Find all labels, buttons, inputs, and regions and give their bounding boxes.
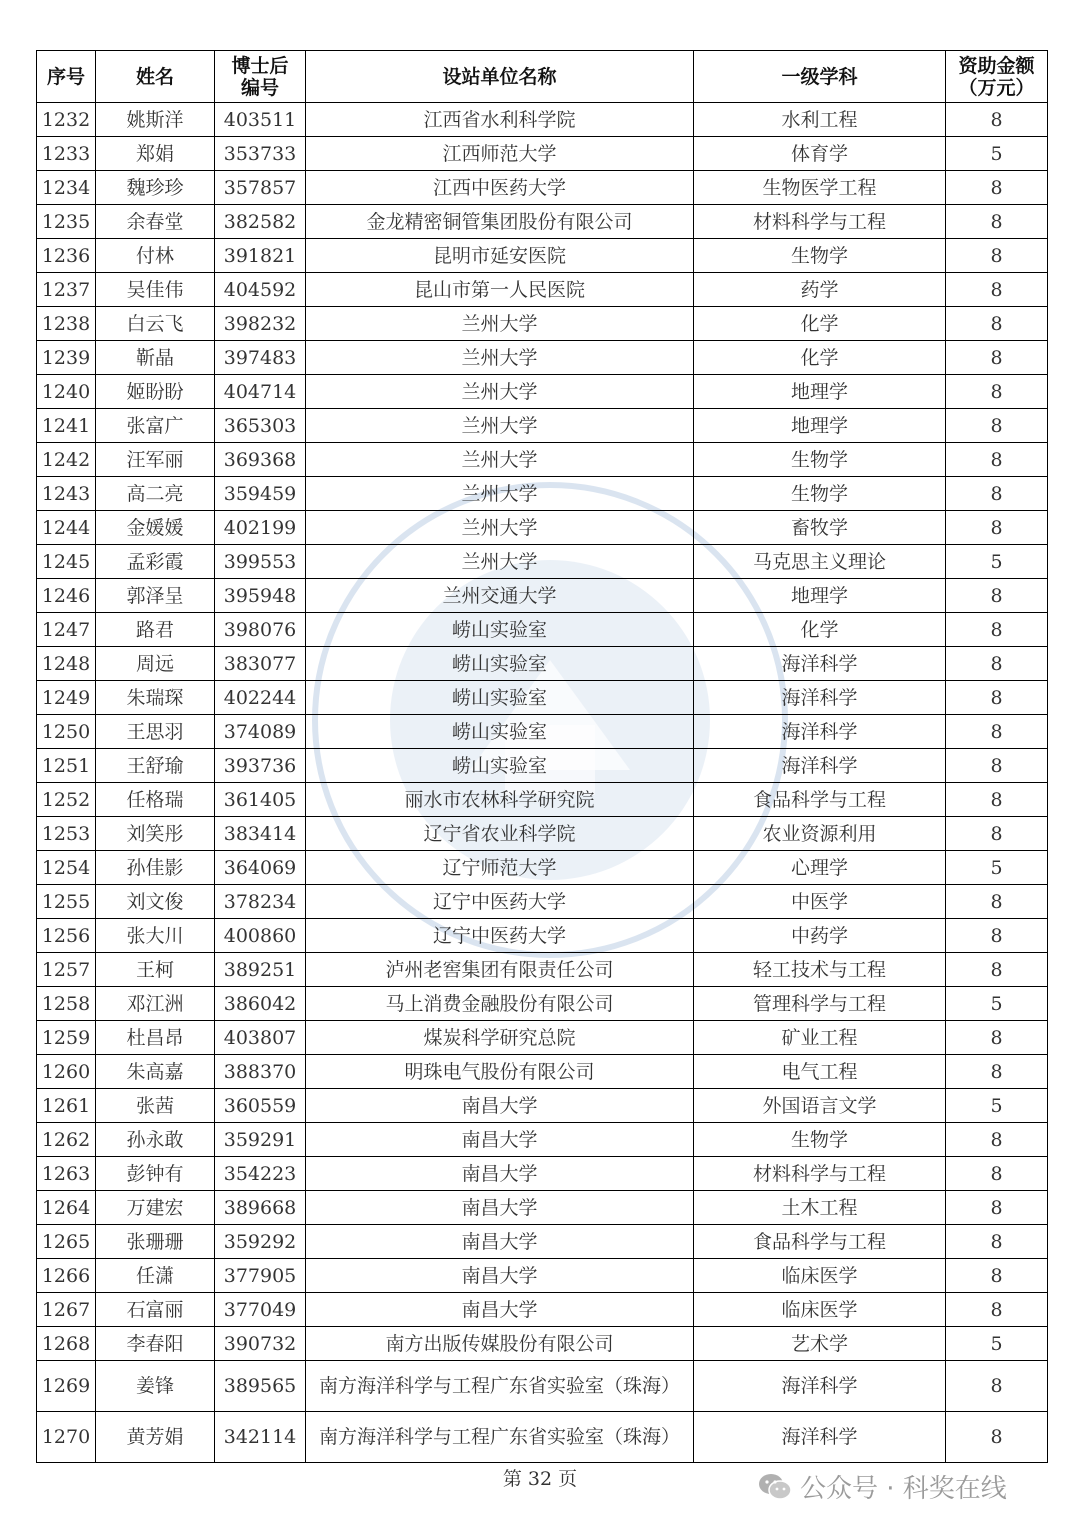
cell-name: 王舒瑜 xyxy=(96,749,215,783)
cell-funding: 8 xyxy=(946,103,1048,137)
cell-postdoc-id: 364069 xyxy=(215,851,306,885)
cell-postdoc-id: 374089 xyxy=(215,715,306,749)
cell-funding: 8 xyxy=(946,273,1048,307)
cell-serial: 1242 xyxy=(37,443,96,477)
cell-institution: 辽宁中医药大学 xyxy=(306,885,694,919)
cell-institution: 兰州大学 xyxy=(306,477,694,511)
table-row xyxy=(37,647,1048,681)
cell-name: 金媛媛 xyxy=(96,511,215,545)
cell-name: 刘文俊 xyxy=(96,885,215,919)
cell-discipline: 材料科学与工程 xyxy=(694,205,946,239)
cell-serial: 1263 xyxy=(37,1157,96,1191)
cell-serial: 1235 xyxy=(37,205,96,239)
cell-discipline: 化学 xyxy=(694,307,946,341)
cell-serial: 1268 xyxy=(37,1327,96,1361)
cell-funding: 8 xyxy=(946,375,1048,409)
cell-discipline: 材料科学与工程 xyxy=(694,1157,946,1191)
cell-funding: 8 xyxy=(946,511,1048,545)
header-institution: 设站单位名称 xyxy=(306,51,694,103)
cell-postdoc-id: 402244 xyxy=(215,681,306,715)
cell-funding: 8 xyxy=(946,1123,1048,1157)
cell-serial: 1253 xyxy=(37,817,96,851)
cell-institution: 南方海洋科学与工程广东省实验室（珠海） xyxy=(306,1361,694,1412)
cell-discipline: 心理学 xyxy=(694,851,946,885)
cell-discipline: 生物医学工程 xyxy=(694,171,946,205)
cell-institution: 辽宁中医药大学 xyxy=(306,919,694,953)
cell-discipline: 海洋科学 xyxy=(694,1361,946,1412)
table-row xyxy=(37,749,1048,783)
cell-institution: 南昌大学 xyxy=(306,1293,694,1327)
postdoc-funding-table xyxy=(36,50,1048,1463)
cell-discipline: 地理学 xyxy=(694,375,946,409)
table-row xyxy=(37,579,1048,613)
table-row xyxy=(37,1259,1048,1293)
cell-name: 姬盼盼 xyxy=(96,375,215,409)
cell-discipline: 中医学 xyxy=(694,885,946,919)
cell-institution: 兰州大学 xyxy=(306,511,694,545)
table-row xyxy=(37,443,1048,477)
table-row xyxy=(37,1055,1048,1089)
cell-name: 任潇 xyxy=(96,1259,215,1293)
cell-postdoc-id: 377049 xyxy=(215,1293,306,1327)
cell-postdoc-id: 399553 xyxy=(215,545,306,579)
header-serial: 序号 xyxy=(37,51,96,103)
cell-serial: 1270 xyxy=(37,1412,96,1463)
cell-institution: 南昌大学 xyxy=(306,1157,694,1191)
cell-discipline: 轻工技术与工程 xyxy=(694,953,946,987)
cell-institution: 南昌大学 xyxy=(306,1225,694,1259)
cell-institution: 兰州大学 xyxy=(306,307,694,341)
cell-serial: 1258 xyxy=(37,987,96,1021)
table-row xyxy=(37,205,1048,239)
cell-name: 石富丽 xyxy=(96,1293,215,1327)
cell-discipline: 海洋科学 xyxy=(694,749,946,783)
cell-institution: 马上消费金融股份有限公司 xyxy=(306,987,694,1021)
cell-funding: 8 xyxy=(946,307,1048,341)
cell-serial: 1240 xyxy=(37,375,96,409)
table-row xyxy=(37,1361,1048,1412)
cell-discipline: 马克思主义理论 xyxy=(694,545,946,579)
table-row xyxy=(37,1089,1048,1123)
cell-institution: 南方海洋科学与工程广东省实验室（珠海） xyxy=(306,1412,694,1463)
cell-serial: 1238 xyxy=(37,307,96,341)
cell-serial: 1254 xyxy=(37,851,96,885)
cell-funding: 8 xyxy=(946,681,1048,715)
cell-funding: 8 xyxy=(946,953,1048,987)
cell-postdoc-id: 357857 xyxy=(215,171,306,205)
cell-serial: 1233 xyxy=(37,137,96,171)
cell-postdoc-id: 383414 xyxy=(215,817,306,851)
cell-discipline: 临床医学 xyxy=(694,1259,946,1293)
cell-name: 王思羽 xyxy=(96,715,215,749)
table-row xyxy=(37,681,1048,715)
cell-institution: 南方出版传媒股份有限公司 xyxy=(306,1327,694,1361)
cell-serial: 1246 xyxy=(37,579,96,613)
cell-discipline: 生物学 xyxy=(694,477,946,511)
cell-funding: 8 xyxy=(946,715,1048,749)
table-row xyxy=(37,1157,1048,1191)
cell-name: 朱高嘉 xyxy=(96,1055,215,1089)
cell-postdoc-id: 377905 xyxy=(215,1259,306,1293)
cell-postdoc-id: 369368 xyxy=(215,443,306,477)
cell-serial: 1261 xyxy=(37,1089,96,1123)
cell-serial: 1237 xyxy=(37,273,96,307)
cell-name: 邓江洲 xyxy=(96,987,215,1021)
cell-name: 靳晶 xyxy=(96,341,215,375)
cell-institution: 兰州大学 xyxy=(306,443,694,477)
cell-postdoc-id: 359291 xyxy=(215,1123,306,1157)
cell-discipline: 体育学 xyxy=(694,137,946,171)
table-row xyxy=(37,375,1048,409)
table-row xyxy=(37,1191,1048,1225)
cell-postdoc-id: 359459 xyxy=(215,477,306,511)
cell-institution: 南昌大学 xyxy=(306,1259,694,1293)
cell-institution: 煤炭科学研究总院 xyxy=(306,1021,694,1055)
cell-name: 孟彩霞 xyxy=(96,545,215,579)
cell-discipline: 电气工程 xyxy=(694,1055,946,1089)
cell-funding: 8 xyxy=(946,205,1048,239)
cell-funding: 8 xyxy=(946,1293,1048,1327)
cell-funding: 5 xyxy=(946,137,1048,171)
cell-discipline: 海洋科学 xyxy=(694,1412,946,1463)
cell-name: 付林 xyxy=(96,239,215,273)
cell-funding: 8 xyxy=(946,1157,1048,1191)
cell-postdoc-id: 353733 xyxy=(215,137,306,171)
cell-name: 高二亮 xyxy=(96,477,215,511)
cell-name: 吴佳伟 xyxy=(96,273,215,307)
cell-serial: 1248 xyxy=(37,647,96,681)
cell-serial: 1234 xyxy=(37,171,96,205)
cell-serial: 1256 xyxy=(37,919,96,953)
cell-serial: 1252 xyxy=(37,783,96,817)
cell-name: 孙佳影 xyxy=(96,851,215,885)
cell-serial: 1267 xyxy=(37,1293,96,1327)
cell-serial: 1257 xyxy=(37,953,96,987)
cell-institution: 南昌大学 xyxy=(306,1123,694,1157)
cell-name: 白云飞 xyxy=(96,307,215,341)
table-row xyxy=(37,341,1048,375)
cell-funding: 8 xyxy=(946,1021,1048,1055)
cell-funding: 8 xyxy=(946,171,1048,205)
cell-postdoc-id: 354223 xyxy=(215,1157,306,1191)
cell-funding: 8 xyxy=(946,919,1048,953)
cell-funding: 5 xyxy=(946,545,1048,579)
cell-serial: 1265 xyxy=(37,1225,96,1259)
cell-institution: 江西省水利科学院 xyxy=(306,103,694,137)
cell-discipline: 土木工程 xyxy=(694,1191,946,1225)
table-row xyxy=(37,715,1048,749)
cell-institution: 明珠电气股份有限公司 xyxy=(306,1055,694,1089)
cell-institution: 兰州大学 xyxy=(306,375,694,409)
cell-institution: 崂山实验室 xyxy=(306,749,694,783)
table-row xyxy=(37,1225,1048,1259)
cell-institution: 昆山市第一人民医院 xyxy=(306,273,694,307)
table-row xyxy=(37,545,1048,579)
cell-funding: 8 xyxy=(946,647,1048,681)
cell-institution: 昆明市延安医院 xyxy=(306,239,694,273)
cell-institution: 江西中医药大学 xyxy=(306,171,694,205)
cell-discipline: 管理科学与工程 xyxy=(694,987,946,1021)
cell-serial: 1245 xyxy=(37,545,96,579)
cell-postdoc-id: 404592 xyxy=(215,273,306,307)
cell-postdoc-id: 361405 xyxy=(215,783,306,817)
cell-serial: 1243 xyxy=(37,477,96,511)
cell-institution: 辽宁省农业科学院 xyxy=(306,817,694,851)
table-row xyxy=(37,171,1048,205)
cell-postdoc-id: 388370 xyxy=(215,1055,306,1089)
cell-funding: 8 xyxy=(946,443,1048,477)
cell-serial: 1269 xyxy=(37,1361,96,1412)
cell-institution: 江西师范大学 xyxy=(306,137,694,171)
cell-funding: 5 xyxy=(946,1327,1048,1361)
cell-postdoc-id: 398232 xyxy=(215,307,306,341)
cell-serial: 1259 xyxy=(37,1021,96,1055)
cell-name: 孙永敢 xyxy=(96,1123,215,1157)
cell-name: 黄芳娟 xyxy=(96,1412,215,1463)
cell-name: 魏珍珍 xyxy=(96,171,215,205)
cell-funding: 5 xyxy=(946,851,1048,885)
cell-postdoc-id: 383077 xyxy=(215,647,306,681)
table-row xyxy=(37,239,1048,273)
cell-discipline: 食品科学与工程 xyxy=(694,783,946,817)
cell-institution: 崂山实验室 xyxy=(306,681,694,715)
table-row xyxy=(37,137,1048,171)
cell-postdoc-id: 400860 xyxy=(215,919,306,953)
cell-postdoc-id: 402199 xyxy=(215,511,306,545)
cell-name: 郑娟 xyxy=(96,137,215,171)
table-body xyxy=(37,103,1048,1463)
cell-institution: 丽水市农林科学研究院 xyxy=(306,783,694,817)
cell-serial: 1260 xyxy=(37,1055,96,1089)
cell-serial: 1266 xyxy=(37,1259,96,1293)
cell-name: 彭钟有 xyxy=(96,1157,215,1191)
cell-discipline: 食品科学与工程 xyxy=(694,1225,946,1259)
cell-postdoc-id: 359292 xyxy=(215,1225,306,1259)
cell-postdoc-id: 389668 xyxy=(215,1191,306,1225)
cell-funding: 5 xyxy=(946,987,1048,1021)
table-row xyxy=(37,273,1048,307)
cell-postdoc-id: 360559 xyxy=(215,1089,306,1123)
cell-serial: 1262 xyxy=(37,1123,96,1157)
cell-postdoc-id: 382582 xyxy=(215,205,306,239)
cell-institution: 兰州大学 xyxy=(306,545,694,579)
header-name: 姓名 xyxy=(96,51,215,103)
cell-name: 李春阳 xyxy=(96,1327,215,1361)
cell-postdoc-id: 395948 xyxy=(215,579,306,613)
cell-institution: 崂山实验室 xyxy=(306,647,694,681)
cell-name: 郭泽呈 xyxy=(96,579,215,613)
cell-discipline: 海洋科学 xyxy=(694,715,946,749)
header-postdoc-id: 博士后 编号 xyxy=(215,51,306,103)
cell-funding: 8 xyxy=(946,579,1048,613)
cell-serial: 1236 xyxy=(37,239,96,273)
cell-discipline: 药学 xyxy=(694,273,946,307)
cell-name: 张珊珊 xyxy=(96,1225,215,1259)
cell-serial: 1249 xyxy=(37,681,96,715)
cell-institution: 南昌大学 xyxy=(306,1191,694,1225)
cell-discipline: 生物学 xyxy=(694,1123,946,1157)
table-row xyxy=(37,409,1048,443)
cell-discipline: 矿业工程 xyxy=(694,1021,946,1055)
cell-serial: 1251 xyxy=(37,749,96,783)
cell-name: 杜昌昂 xyxy=(96,1021,215,1055)
cell-name: 朱瑞琛 xyxy=(96,681,215,715)
cell-serial: 1247 xyxy=(37,613,96,647)
table-row xyxy=(37,477,1048,511)
table-row xyxy=(37,613,1048,647)
cell-serial: 1232 xyxy=(37,103,96,137)
cell-institution: 泸州老窖集团有限责任公司 xyxy=(306,953,694,987)
cell-name: 张大川 xyxy=(96,919,215,953)
table-row xyxy=(37,1021,1048,1055)
table-row xyxy=(37,817,1048,851)
cell-name: 任格瑞 xyxy=(96,783,215,817)
cell-name: 周远 xyxy=(96,647,215,681)
cell-discipline: 生物学 xyxy=(694,239,946,273)
cell-institution: 兰州交通大学 xyxy=(306,579,694,613)
cell-discipline: 化学 xyxy=(694,613,946,647)
cell-postdoc-id: 391821 xyxy=(215,239,306,273)
cell-postdoc-id: 365303 xyxy=(215,409,306,443)
table-row xyxy=(37,103,1048,137)
cell-postdoc-id: 386042 xyxy=(215,987,306,1021)
cell-discipline: 艺术学 xyxy=(694,1327,946,1361)
cell-funding: 8 xyxy=(946,1191,1048,1225)
cell-discipline: 临床医学 xyxy=(694,1293,946,1327)
cell-name: 张富广 xyxy=(96,409,215,443)
cell-postdoc-id: 404714 xyxy=(215,375,306,409)
wechat-account-label xyxy=(758,1468,1007,1505)
cell-funding: 8 xyxy=(946,1259,1048,1293)
cell-name: 王柯 xyxy=(96,953,215,987)
cell-funding: 5 xyxy=(946,1089,1048,1123)
cell-postdoc-id: 403511 xyxy=(215,103,306,137)
header-discipline: 一级学科 xyxy=(694,51,946,103)
cell-funding: 8 xyxy=(946,239,1048,273)
table-row xyxy=(37,511,1048,545)
cell-discipline: 地理学 xyxy=(694,409,946,443)
cell-discipline: 外国语言文学 xyxy=(694,1089,946,1123)
cell-postdoc-id: 398076 xyxy=(215,613,306,647)
table-row xyxy=(37,783,1048,817)
cell-discipline: 农业资源利用 xyxy=(694,817,946,851)
cell-postdoc-id: 389565 xyxy=(215,1361,306,1412)
cell-name: 姜锋 xyxy=(96,1361,215,1412)
cell-funding: 8 xyxy=(946,1412,1048,1463)
table-row xyxy=(37,953,1048,987)
table-row xyxy=(37,307,1048,341)
cell-institution: 辽宁师范大学 xyxy=(306,851,694,885)
cell-postdoc-id: 403807 xyxy=(215,1021,306,1055)
cell-serial: 1241 xyxy=(37,409,96,443)
cell-discipline: 海洋科学 xyxy=(694,681,946,715)
table-row xyxy=(37,851,1048,885)
table-row xyxy=(37,1412,1048,1463)
cell-serial: 1250 xyxy=(37,715,96,749)
table-row xyxy=(37,885,1048,919)
cell-discipline: 海洋科学 xyxy=(694,647,946,681)
cell-funding: 8 xyxy=(946,613,1048,647)
cell-funding: 8 xyxy=(946,885,1048,919)
wechat-account-text: 公众号 · 科奖在线 xyxy=(800,1474,1007,1504)
cell-institution: 兰州大学 xyxy=(306,341,694,375)
cell-discipline: 地理学 xyxy=(694,579,946,613)
cell-name: 余春堂 xyxy=(96,205,215,239)
cell-serial: 1244 xyxy=(37,511,96,545)
cell-institution: 金龙精密铜管集团股份有限公司 xyxy=(306,205,694,239)
cell-name: 汪军丽 xyxy=(96,443,215,477)
header-funding: 资助金额 （万元） xyxy=(946,51,1048,103)
cell-postdoc-id: 393736 xyxy=(215,749,306,783)
cell-institution: 崂山实验室 xyxy=(306,613,694,647)
cell-funding: 8 xyxy=(946,477,1048,511)
cell-funding: 8 xyxy=(946,817,1048,851)
table-row xyxy=(37,1123,1048,1157)
cell-serial: 1255 xyxy=(37,885,96,919)
cell-name: 刘笑彤 xyxy=(96,817,215,851)
table-row xyxy=(37,1327,1048,1361)
cell-funding: 8 xyxy=(946,1361,1048,1412)
table-row xyxy=(37,987,1048,1021)
cell-funding: 8 xyxy=(946,1225,1048,1259)
cell-postdoc-id: 390732 xyxy=(215,1327,306,1361)
cell-name: 姚斯洋 xyxy=(96,103,215,137)
cell-institution: 兰州大学 xyxy=(306,409,694,443)
cell-discipline: 中药学 xyxy=(694,919,946,953)
cell-institution: 南昌大学 xyxy=(306,1089,694,1123)
cell-funding: 8 xyxy=(946,409,1048,443)
cell-discipline: 水利工程 xyxy=(694,103,946,137)
cell-postdoc-id: 389251 xyxy=(215,953,306,987)
cell-discipline: 畜牧学 xyxy=(694,511,946,545)
cell-name: 万建宏 xyxy=(96,1191,215,1225)
cell-funding: 8 xyxy=(946,1055,1048,1089)
cell-funding: 8 xyxy=(946,783,1048,817)
cell-serial: 1264 xyxy=(37,1191,96,1225)
table-header-row xyxy=(37,51,1048,103)
cell-serial: 1239 xyxy=(37,341,96,375)
cell-name: 路君 xyxy=(96,613,215,647)
cell-funding: 8 xyxy=(946,749,1048,783)
table-row xyxy=(37,1293,1048,1327)
cell-discipline: 生物学 xyxy=(694,443,946,477)
cell-name: 张茜 xyxy=(96,1089,215,1123)
cell-postdoc-id: 342114 xyxy=(215,1412,306,1463)
page-number: 第 32 页 xyxy=(502,1468,578,1490)
cell-funding: 8 xyxy=(946,341,1048,375)
cell-institution: 崂山实验室 xyxy=(306,715,694,749)
cell-discipline: 化学 xyxy=(694,341,946,375)
cell-postdoc-id: 378234 xyxy=(215,885,306,919)
table-row xyxy=(37,919,1048,953)
cell-postdoc-id: 397483 xyxy=(215,341,306,375)
wechat-icon xyxy=(758,1472,792,1502)
